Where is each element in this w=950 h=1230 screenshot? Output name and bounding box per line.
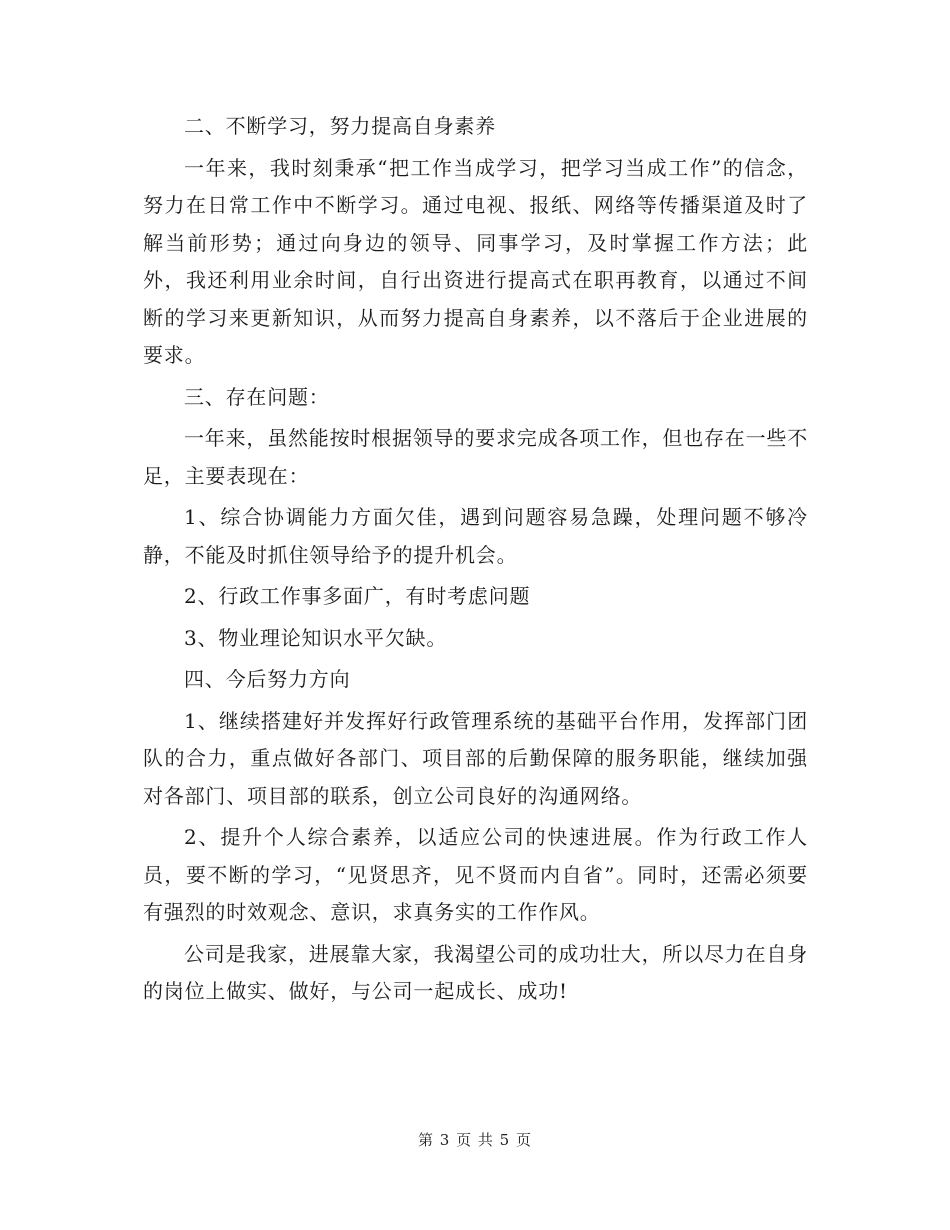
page-number: 第 3 页 共 5 页 [418, 1131, 532, 1149]
paragraph-study: 一年来，我时刻秉承“把工作当成学习，把学习当成工作”的信念，努力在日常工作中不断学习。通过电视、报纸、网络等传播渠道及时了解当前形势；通过向身边的领导、同事学习，及时掌握工作方法；此外，我还利用业余时间，自行出资进行提高式在职再教育，以通过不间断的学习来更新知识，从而努力提高自身素养，以不落后于企业进展的要求。 [143, 155, 808, 367]
problem-item-2: 2、行政工作事多面广，有时考虑问题 [184, 584, 531, 608]
section-heading-study: 二、不断学习，努力提高自身素养 [184, 114, 496, 138]
page-footer [0, 1129, 950, 1150]
direction-item-2: 2、提升个人综合素养，以适应公司的快速进展。作为行政工作人员，要不断的学习，“见贤思齐，见不贤而内自省”。同时，还需必须要有强烈的时效观念、意识，求真务实的工作作风。 [143, 825, 808, 924]
section-heading-problems: 三、存在问题： [184, 384, 330, 409]
closing-paragraph: 公司是我家，进展靠大家，我渴望公司的成功壮大，所以尽力在自身的岗位上做实、做好，与公司一起成长、成功! [143, 941, 808, 1003]
section-heading-direction: 四、今后努力方向 [184, 667, 351, 691]
paragraph-problems-intro: 一年来，虽然能按时根据领导的要求完成各项工作，但也存在一些不足，主要表现在： [143, 426, 808, 488]
problem-item-3: 3、物业理论知识水平欠缺。 [184, 625, 448, 650]
problem-item-1: 1、综合协调能力方面欠佳，遇到问题容易急躁，处理问题不够冷静，不能及时抓住领导给予的提升机会。 [143, 505, 808, 567]
document-body [143, 108, 808, 1015]
direction-item-1: 1、继续搭建好并发挥好行政管理系统的基础平台作用，发挥部门团队的合力，重点做好各部门、项目部的后勤保障的服务职能，继续加强对各部门、项目部的联系，创立公司良好的沟通网络。 [143, 708, 808, 808]
